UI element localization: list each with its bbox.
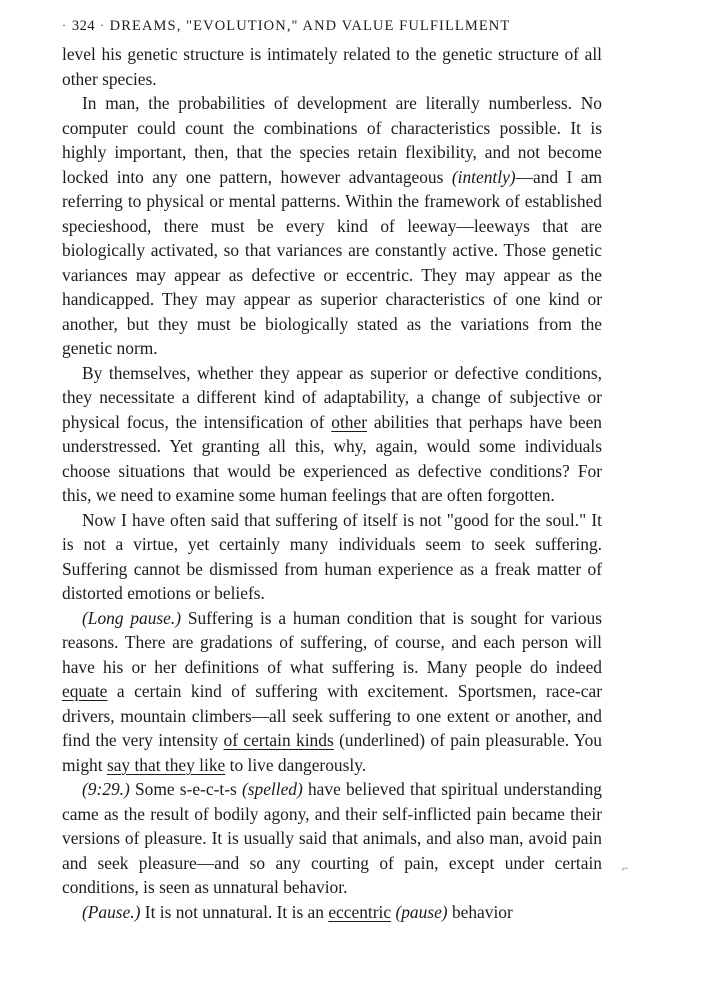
header-separator-right: · bbox=[99, 18, 105, 32]
text-run: In man, the probabilities of development are literally numberless. No computer could count the combinations of characteristics possible. It is highly important, then, that the species retain flexibility, and not become locked into any one pattern, however advantageous bbox=[62, 93, 602, 187]
text-run: to live dangerously. bbox=[225, 754, 367, 775]
text-run: behavior bbox=[447, 901, 513, 922]
header-separator-left: · bbox=[62, 18, 68, 32]
italic-annotation: (intently) bbox=[451, 166, 516, 187]
text-run: (underlined) of pain pleasurable. You might bbox=[62, 730, 602, 775]
text-run: have believed that spiritual understanding came as the result of bodily agony, and their self-inflicted pain became their versions of pleasure. It is usually said that animals, and also man, avoid pain and seek pleasure—and so any courting of pain, except under certain conditions, is seen as unnatural behavior. bbox=[62, 779, 602, 897]
italic-annotation: (spelled) bbox=[241, 779, 303, 799]
paragraph bbox=[62, 361, 602, 508]
underlined-text: of certain kinds bbox=[223, 730, 334, 750]
text-run: Suffering is a human condition that is sought for various reasons. There are gradations of suffering, of course, and each person will have his or her definitions of what suffering is. Many people do indeed bbox=[62, 607, 603, 677]
underlined-text: eccentric bbox=[328, 901, 392, 922]
underlined-text: say that they like bbox=[106, 754, 226, 775]
paragraph bbox=[62, 900, 602, 925]
paragraph bbox=[62, 91, 602, 361]
italic-annotation: (9:29.) bbox=[82, 779, 130, 799]
underlined-text: other bbox=[331, 411, 368, 432]
italic-annotation: (Pause.) bbox=[82, 901, 141, 922]
italic-annotation: (pause) bbox=[395, 901, 448, 922]
running-header bbox=[62, 14, 602, 42]
text-run: abilities that perhaps have been understressed. Yet granting all this, why, again, would some individuals choose situations that would be experienced as defective conditions? For this, we need to examine some human feelings that are often forgotten. bbox=[62, 411, 602, 505]
text-run: It is not unnatural. It is an bbox=[140, 901, 329, 922]
paragraph bbox=[62, 777, 602, 900]
margin-pencil-mark: ⌐ bbox=[622, 861, 629, 875]
text-run: Now I have often said that suffering of itself is not "good for the soul." It is not a virtue, yet certainly many individuals seem to seek suffering. Suffering cannot be dismissed from human experience as a freak matter of distorted emotions or beliefs. bbox=[62, 509, 602, 603]
paragraph bbox=[62, 606, 602, 778]
text-run: Some s-e-c-t-s bbox=[129, 779, 242, 799]
book-page bbox=[62, 14, 602, 924]
paragraph bbox=[62, 42, 602, 91]
text-run: —and I am referring to physical or mental patterns. Within the framework of established specieshood, there must be every kind of leeway—leeways that are biologically activated, so that variances are constantly active. Those genetic variances may appear as defective or eccentric. They may appear as the handicapped. They may appear as superior characteristics of one kind or another, but they must be biologically stated as the variations from the genetic norm. bbox=[62, 166, 603, 358]
underlined-text: equate bbox=[62, 681, 108, 701]
italic-annotation: (Long pause.) bbox=[82, 607, 182, 628]
text-run: By themselves, whether they appear as superior or defective conditions, they necessitate a different kind of adaptability, a change of subjective or physical focus, the intensification of bbox=[62, 362, 602, 432]
body-text bbox=[62, 42, 602, 924]
running-title: DREAMS, "EVOLUTION," AND VALUE FULFILLMENT bbox=[109, 18, 511, 34]
text-run: level his genetic structure is intimately related to the genetic structure of all other species. bbox=[62, 44, 602, 89]
page-number: 324 bbox=[71, 18, 96, 34]
paragraph bbox=[62, 508, 602, 606]
text-run: a certain kind of suffering with excitement. Sportsmen, race-car drivers, mountain climbers—all seek suffering to one extent or another, and find the very intensity bbox=[62, 681, 602, 750]
